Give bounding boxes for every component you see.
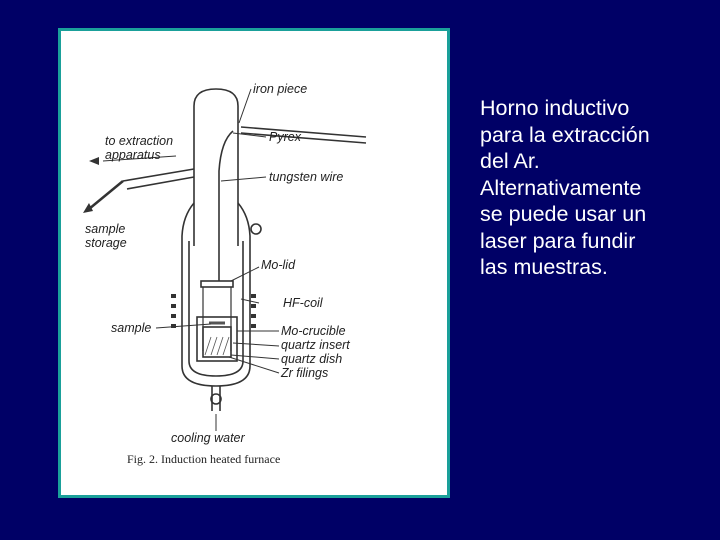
label-tungsten-wire: tungsten wire [269,170,344,184]
description-line: Alternativamente [480,175,642,200]
label-quartz-insert: quartz insert [281,338,350,352]
storage-arm [89,181,123,209]
description-line: Horno inductivo [480,96,630,120]
description-line: se puede usar un [480,202,647,226]
label-iron-piece: iron piece [253,82,308,96]
label-sample-storage-2: storage [85,236,127,250]
hf-coil-left [171,294,176,328]
description-line: las muestras. [480,255,608,279]
label-mo-crucible: Mo-crucible [281,324,346,338]
label-hf-coil: HF-coil [283,296,323,310]
description-line: para la extracción [480,122,650,147]
extraction-arrow [89,157,99,165]
label-cooling-water: cooling water [171,431,245,445]
extraction-arm [123,169,194,189]
storage-arrow [83,203,93,213]
hf-coil-right [251,294,256,328]
label-to-extraction: to extraction [105,134,174,148]
pyrex-arm [241,127,366,143]
furnace-figure [58,28,450,498]
label-sample-storage-1: sample [85,222,126,236]
label-apparatus: apparatus [105,148,161,162]
description-line: del Ar. [480,149,540,173]
label-mo-lid: Mo-lid [261,258,296,272]
furnace-diagram [61,31,447,495]
description-line: laser para fundir [480,228,636,253]
description-text [480,95,715,281]
label-quartz-dish: quartz dish [281,352,343,366]
figure-caption: Fig. 2. Induction heated furnace [127,452,281,466]
label-sample: sample [111,321,152,335]
label-pyrex: Pyrex [269,130,301,144]
label-zr-filings: Zr filings [281,366,329,380]
outer-jacket-outline [182,203,250,386]
pyrex-tube-outline [194,89,238,246]
